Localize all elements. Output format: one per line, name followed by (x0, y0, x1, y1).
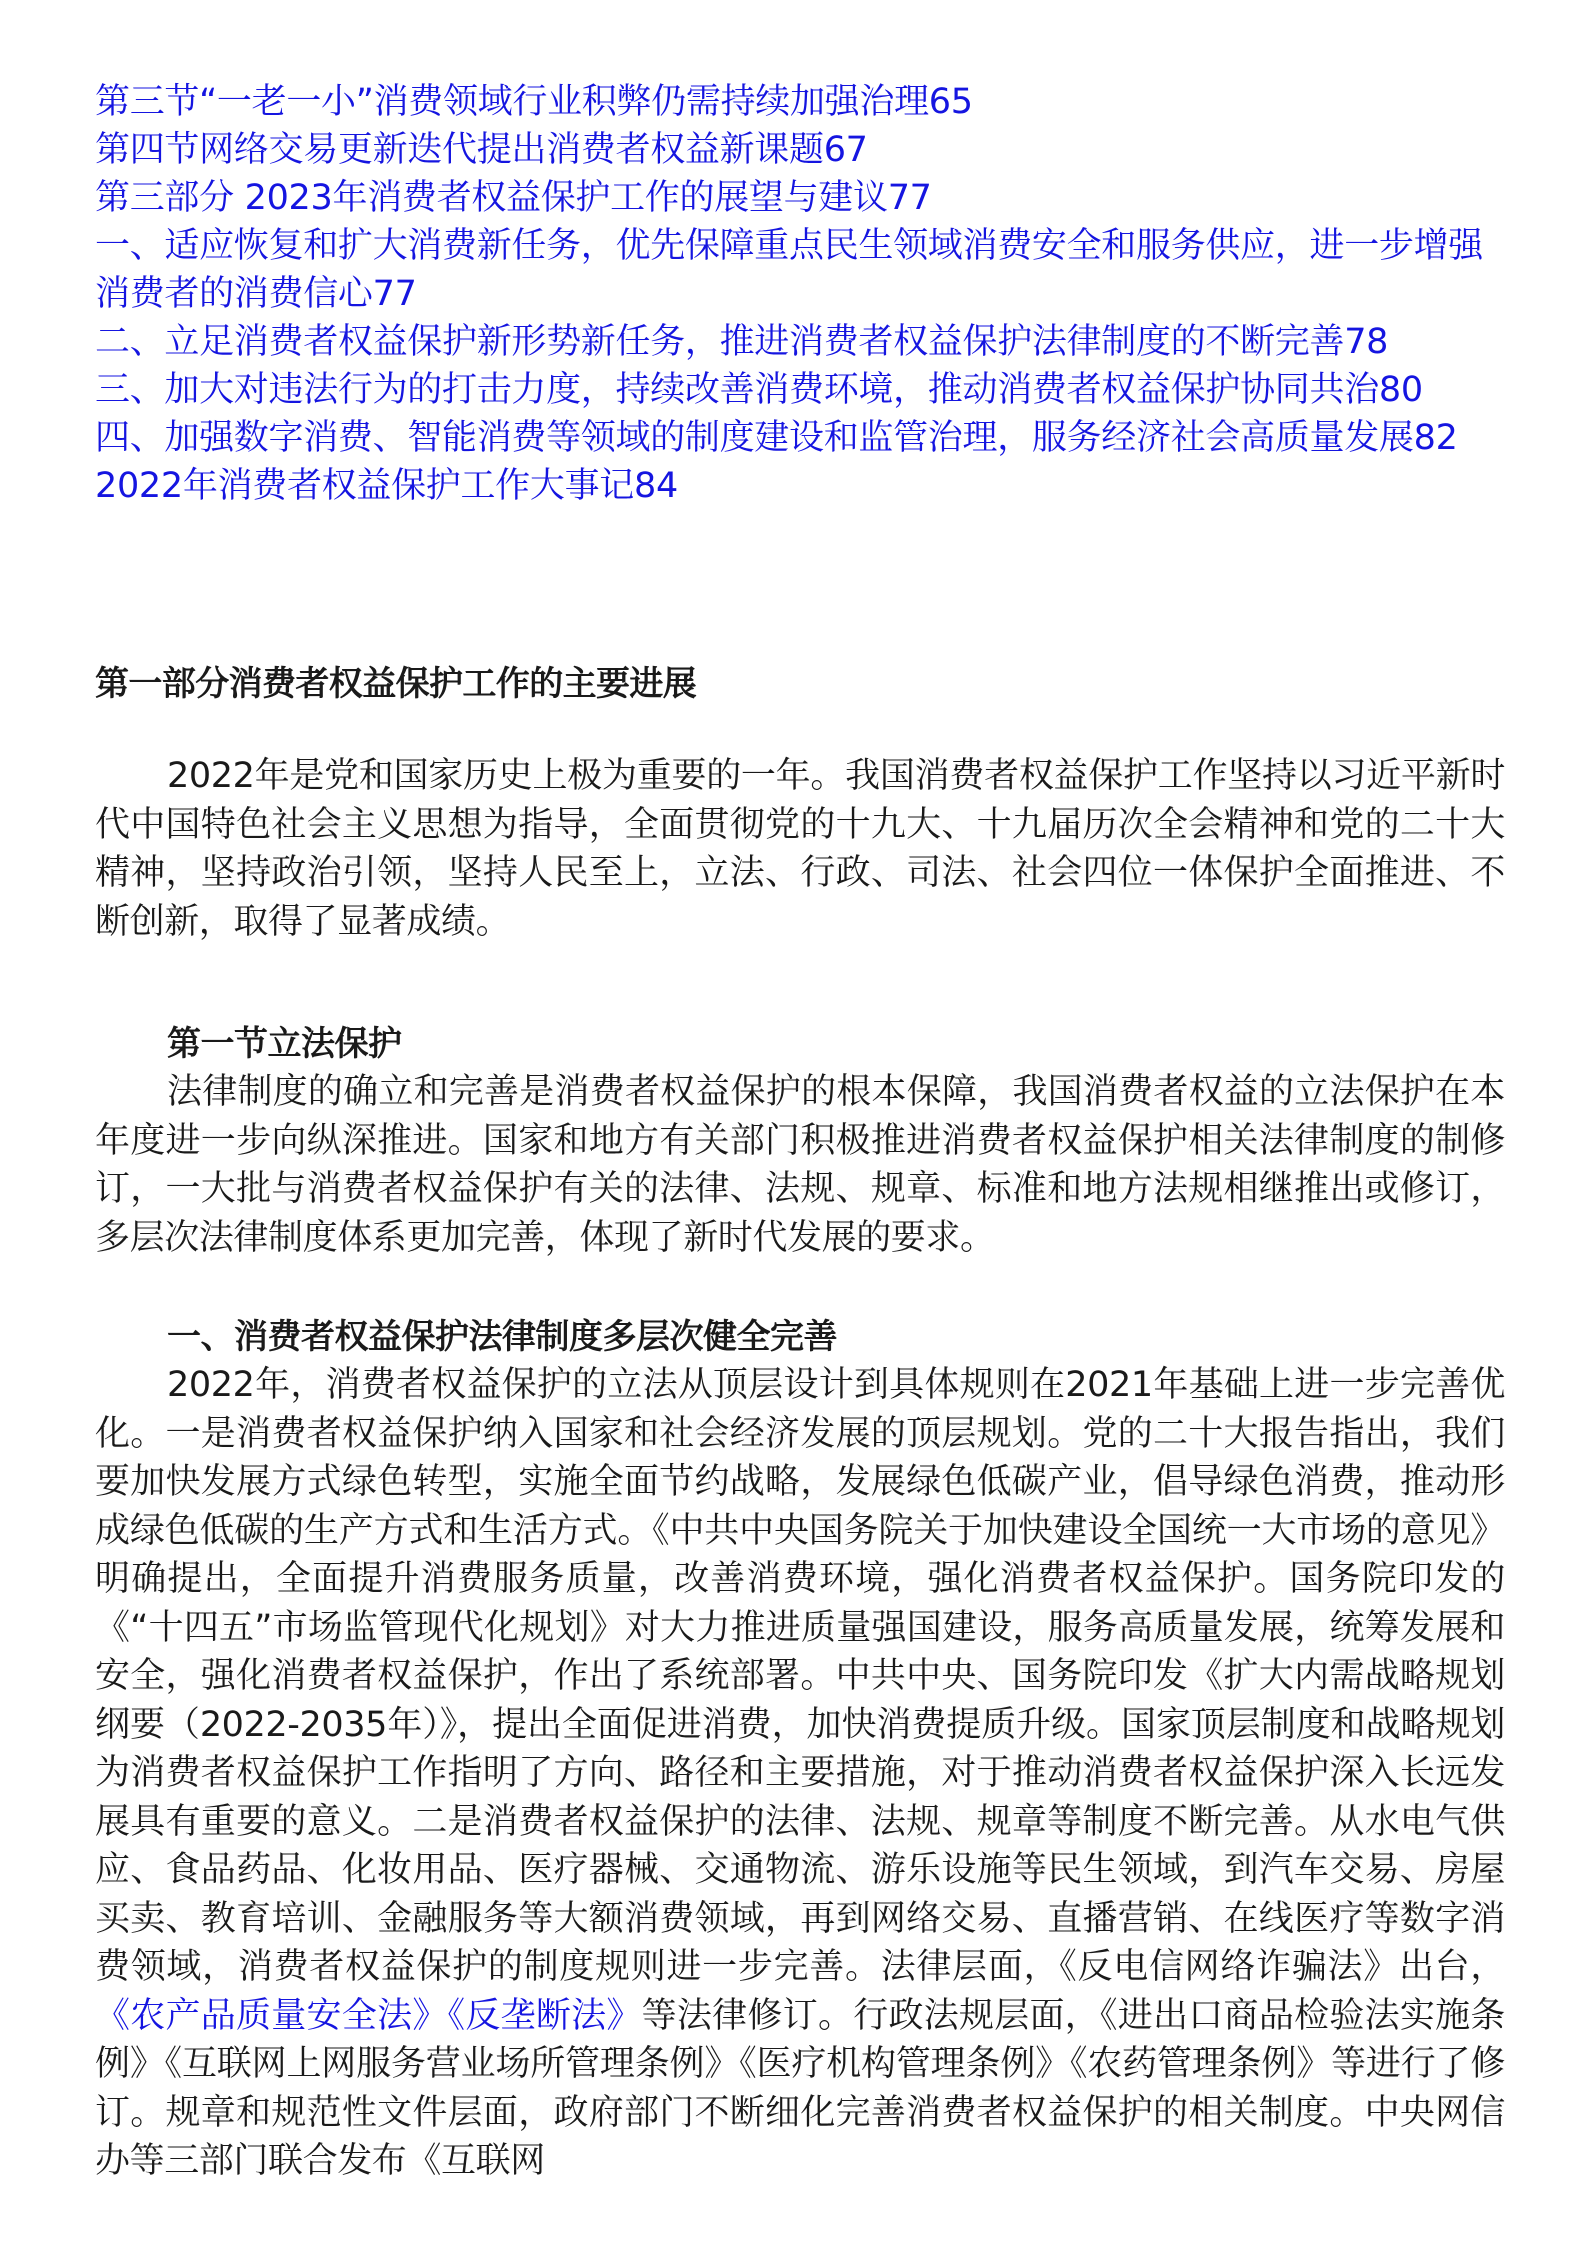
toc-item-section-4-online-trade[interactable]: 第四节网络交易更新迭代提出消费者权益新课题67 (95, 130, 868, 170)
section-paragraph: 法律制度的确立和完善是消费者权益保护的根本保障，我国消费者权益的立法保护在本年度进一步向纵深推进。国家和地方有关部门积极推进消费者权益保护相关法律制度的制修订，一大批与消费者权益保护有关的法律、法规、规章、标准和地方法规相继推出或修订，多层次法律制度体系更加完善，体现了新时代发展的要求。 (95, 1072, 1505, 1258)
subsection-heading: 一、消费者权益保护法律制度多层次健全完善 (167, 1317, 837, 1357)
toc-item-4-digital-consumption[interactable]: 四、加强数字消费、智能消费等领域的制度建设和监管治理，服务经济社会高质量发展82 (95, 418, 1458, 458)
subsection-legal-system (95, 1313, 1505, 2186)
section-heading: 第一节立法保护 (167, 1024, 402, 1064)
toc-item-3-enforcement[interactable]: 三、加大对违法行为的打击力度，持续改善消费环境，推动消费者权益保护协同共治80 (95, 370, 1423, 410)
anti-monopoly-law-link[interactable]: 《反垄断法》 (447, 1995, 642, 2036)
toc-item-part-3-outlook[interactable]: 第三部分 2023年消费者权益保护工作的展望与建议77 (95, 178, 932, 218)
toc-item-section-3-elderly-children[interactable]: 第三节“一老一小”消费领域行业积弊仍需持续加强治理65 (95, 82, 973, 122)
intro-block (95, 752, 1505, 946)
document-page (95, 78, 1505, 2181)
toc-item-2-legal-system[interactable]: 二、立足消费者权益保护新形势新任务，推进消费者权益保护法律制度的不断完善78 (95, 322, 1389, 362)
agri-product-quality-law-link[interactable]: 《农产品质量安全法》 (95, 1995, 448, 2036)
toc-item-1-consumption-confidence[interactable]: 一、适应恢复和扩大消费新任务，优先保障重点民生领域消费安全和服务供应，进一步增强消费者的消费信心77 (95, 226, 1484, 314)
toc-item-chronicle-2022[interactable]: 2022年消费者权益保护工作大事记84 (95, 466, 678, 506)
table-of-contents (95, 78, 1505, 510)
part-title: 第一部分消费者权益保护工作的主要进展 (95, 664, 697, 704)
intro-paragraph: 2022年是党和国家历史上极为重要的一年。我国消费者权益保护工作坚持以习近平新时代中国特色社会主义思想为指导，全面贯彻党的十九大、十九届历次全会精神和党的二十大精神，坚持政治引领，坚持人民至上，立法、行政、司法、社会四位一体保护全面推进、不断创新，取得了显著成绩。 (95, 756, 1505, 942)
section-legislative-protection (95, 1020, 1505, 1262)
paragraph-text-before-links: 2022年，消费者权益保护的立法从顶层设计到具体规则在2021年基础上进一步完善优化。一是消费者权益保护纳入国家和社会经济发展的顶层规划。党的二十大报告指出，我们要加快发展方式绿色转型，实施全面节约战略，发展绿色低碳产业，倡导绿色消费，推动形成绿色低碳的生产方式和生活方式。《中共中央国务院关于加快建设全国统一大市场的意见》明确提出，全面提升消费服务质量，改善消费环境，强化消费者权益保护。国务院印发的《“十四五”市场监管现代化规划》对大力推进质量强国建设，服务高质量发展，统筹发展和安全，强化消费者权益保护，作出了系统部署。中共中央、国务院印发《扩大内需战略规划纲要（2022-2035年）》，提出全面促进消费，加快消费提质升级。国家顶层制度和战略规划为消费者权益保护工作指明了方向、路径和主要措施，对于推动消费者权益保护深入长远发展具有重要的意义。二是消费者权益保护的法律、法规、规章等制度不断完善。从水电气供应、食品药品、化妆用品、医疗器械、交通物流、游乐设施等民生领域，到汽车交易、房屋买卖、教育培训、金融服务等大额消费领域，再到网络交易、直播营销、在线医疗等数字消费领域，消费者权益保护的制度规则进一步完善。法律层面，《反电信网络诈骗法》出台， (95, 1365, 1505, 1987)
subsection-paragraph (95, 1361, 1505, 2186)
paragraph-text-after-links: 等法律修订。行政法规层面，《进出口商品检验法实施条例》《互联网上网服务营业场所管理条例》《医疗机构管理条例》《农药管理条例》等进行了修订。规章和规范性文件层面，政府部门不断细化完善消费者权益保护的相关制度。中央网信办等三部门联合发布《互联网 (95, 1995, 1505, 2181)
